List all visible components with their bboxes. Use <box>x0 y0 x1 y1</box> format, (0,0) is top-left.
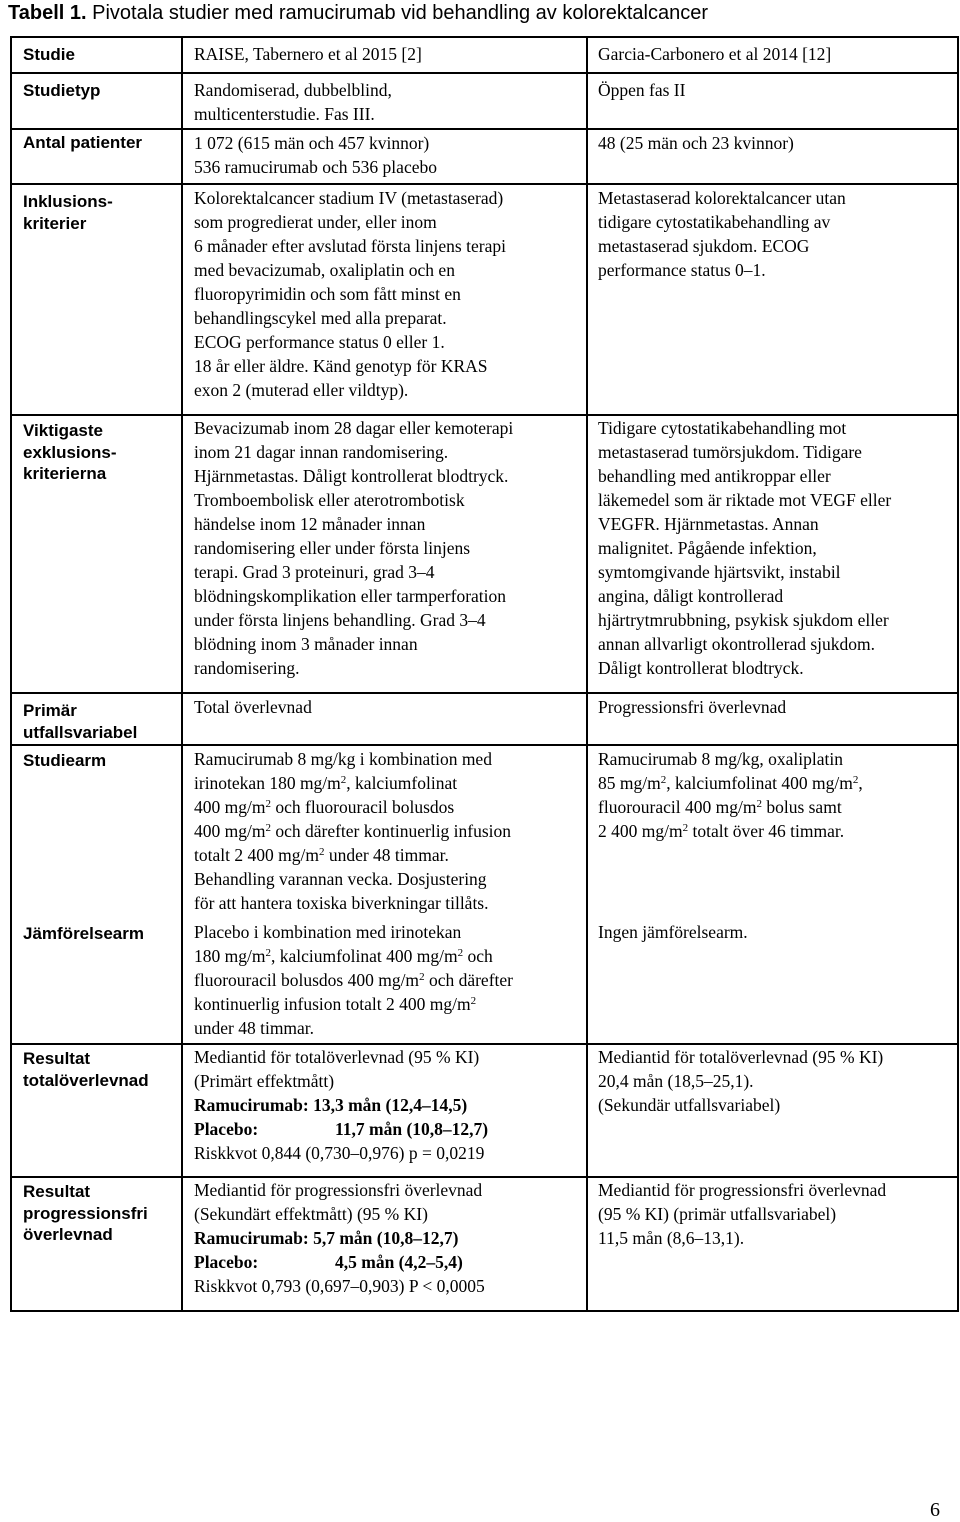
cell-line: Progressionsfri överlevnad <box>598 697 787 717</box>
cell-line <box>598 771 953 795</box>
superscript: 2 <box>457 947 464 959</box>
cell-line: exon 2 (muterad eller vildtyp). <box>194 380 409 400</box>
text-run: , kalciumfolinat <box>346 773 458 793</box>
cell-line: Studie <box>23 45 75 64</box>
text-run: Behandling varannan vecka. Dosjustering <box>194 869 487 889</box>
superscript: 2 <box>265 798 271 810</box>
text-run: 85 mg/m <box>598 773 661 793</box>
cell-line: inom 21 dagar innan randomisering. <box>194 442 449 462</box>
cell-line: (Sekundär utfallsvariabel) <box>598 1095 781 1115</box>
text-run: 4,5 mån (4,2–5,4) <box>335 1252 463 1272</box>
cell-raise <box>194 416 586 680</box>
cell-line: terapi. Grad 3 proteinuri, grad 3–4 <box>194 562 435 582</box>
text-run: totalt över 46 timmar. <box>688 821 845 841</box>
cell-line: Garcia-Carbonero et al 2014 [12] <box>598 44 832 64</box>
cell-line <box>598 819 953 843</box>
text-run: 180 mg/m <box>194 946 266 966</box>
cell-line: Resultat <box>23 1049 91 1068</box>
row-divider <box>12 183 957 185</box>
cell-garcia-carbonero <box>598 131 953 155</box>
cell-line: Bevacizumab inom 28 dagar eller kemoterapi <box>194 418 514 438</box>
text-run: , kalciumfolinat 400 mg/m <box>270 946 458 966</box>
superscript: 2 <box>419 971 425 983</box>
cell-line <box>194 968 586 992</box>
cell-line: 1 072 (615 män och 457 kvinnor) <box>194 133 430 153</box>
cell-line: tidigare cytostatikabehandling av <box>598 212 831 232</box>
cell-line: 6 månader efter avslutad första linjens terapi <box>194 236 506 256</box>
cell-line <box>194 867 586 891</box>
cell-line <box>194 891 586 915</box>
cell-line: fluoropyrimidin och som fått minst en <box>194 284 461 304</box>
superscript: 2 <box>852 774 859 786</box>
text-run: bolus samt <box>761 797 842 817</box>
cell-line <box>194 795 586 819</box>
cell-line: kriterier <box>23 213 87 233</box>
cell-line: behandling med antikroppar eller <box>598 466 831 486</box>
cell-line: Tidigare cytostatikabehandling mot <box>598 418 847 438</box>
cell-raise <box>194 131 586 179</box>
cell-line: med bevacizumab, oxaliplatin och en <box>194 260 455 280</box>
cell-garcia-carbonero <box>598 747 953 843</box>
cell-line <box>194 1141 586 1165</box>
text-run: Ramucirumab 8 mg/kg i kombination med <box>194 749 492 769</box>
cell-line <box>194 1226 586 1250</box>
cell-line: Dåligt kontrollerat blodtryck. <box>598 658 804 678</box>
cell-garcia-carbonero <box>598 695 953 719</box>
cell-raise <box>194 1178 586 1298</box>
cell-line <box>194 1069 586 1093</box>
cell-line: Primär <box>23 701 77 720</box>
study-table <box>10 36 959 1312</box>
cell-line: exklusions- <box>23 442 117 462</box>
text-run: Ramucirumab: 5,7 mån (10,8–12,7) <box>194 1228 459 1248</box>
text-run: och därefter kontinuerlig infusion <box>270 821 512 841</box>
text-run: 2 400 mg/m <box>598 821 683 841</box>
cell-line <box>194 1274 586 1298</box>
table-title-text: Pivotala studier med ramucirumab vid behandling av kolorektalcancer <box>92 2 708 24</box>
text-run: Mediantid för totalöverlevnad (95 % KI) <box>194 1047 480 1067</box>
text-run: 400 mg/m <box>194 821 266 841</box>
cell-line <box>194 1178 586 1202</box>
superscript: 2 <box>265 822 271 834</box>
row-label <box>23 700 183 743</box>
cell-line: RAISE, Tabernero et al 2015 [2] <box>194 44 422 64</box>
cell-line: (95 % KI) (primär utfallsvariabel) <box>598 1204 837 1224</box>
cell-line <box>194 747 586 771</box>
cell-line: Metastaserad kolorektalcancer utan <box>598 188 846 208</box>
cell-line: behandlingscykel med alla preparat. <box>194 308 447 328</box>
cell-line <box>194 1250 586 1274</box>
cell-line: Kolorektalcancer stadium IV (metastaserad) <box>194 188 504 208</box>
cell-line: angina, dåligt kontrollerad <box>598 586 784 606</box>
text-run: (Primärt effektmått) <box>194 1071 335 1091</box>
text-run: irinotekan 180 mg/m <box>194 773 341 793</box>
cell-line: som progredierat under, eller inom <box>194 212 437 232</box>
text-run: kontinuerlig infusion totalt 2 400 mg/m <box>194 994 471 1014</box>
cell-line <box>194 944 586 968</box>
cell-raise <box>194 920 586 1040</box>
cell-raise <box>194 186 586 402</box>
cell-raise <box>194 695 586 719</box>
row-label <box>23 1181 183 1246</box>
cell-line <box>194 1202 586 1226</box>
cell-line: 48 (25 män och 23 kvinnor) <box>598 133 794 153</box>
cell-line: 18 år eller äldre. Känd genotyp för KRAS <box>194 356 488 376</box>
cell-line: Studiearm <box>23 751 107 770</box>
cell-line: Mediantid för progressionsfri överlevnad <box>598 1180 887 1200</box>
cell-line: totalöverlevnad <box>23 1070 149 1090</box>
text-run: Ingen jämförelsearm. <box>598 922 748 942</box>
table-title-prefix: Tabell 1. <box>8 2 87 24</box>
row-label <box>23 750 183 772</box>
row-divider <box>12 128 957 130</box>
row-label <box>23 191 183 234</box>
text-run: fluorouracil bolusdos 400 mg/m <box>194 970 420 990</box>
cell-line: blödning inom 3 månader innan <box>194 634 418 654</box>
cell-line: ECOG performance status 0 eller 1. <box>194 332 445 352</box>
cell-line: Inklusions- <box>23 192 113 211</box>
text-run: totalt 2 400 mg/m <box>194 845 319 865</box>
superscript: 2 <box>265 947 271 959</box>
superscript: 2 <box>756 798 762 810</box>
cell-line: multicenterstudie. Fas III. <box>194 104 375 124</box>
text-run: , <box>858 773 863 793</box>
text-run: och <box>463 946 493 966</box>
cell-line: händelse inom 12 månader innan <box>194 514 426 534</box>
text-run: under 48 timmar. <box>324 845 449 865</box>
cell-garcia-carbonero <box>598 416 953 680</box>
cell-line: Randomiserad, dubbelblind, <box>194 80 392 100</box>
cell-line: Jämförelsearm <box>23 924 144 943</box>
cell-garcia-carbonero <box>598 920 953 944</box>
cell-raise <box>194 78 586 126</box>
cell-line: blödningskomplikation eller tarmperforation <box>194 586 507 606</box>
row-divider <box>12 72 957 74</box>
row-divider <box>12 744 957 746</box>
column-divider-2 <box>586 38 588 1310</box>
row-label <box>23 923 183 945</box>
cell-line: metastaserad sjukdom. ECOG <box>598 236 810 256</box>
cell-line: Total överlevnad <box>194 697 312 717</box>
text-run: Riskkvot 0,793 (0,697–0,903) P < 0,0005 <box>194 1276 485 1296</box>
cell-line: performance status 0–1. <box>598 260 766 280</box>
row-label <box>23 80 183 102</box>
cell-line <box>194 1093 586 1117</box>
text-run: fluorouracil 400 mg/m <box>598 797 757 817</box>
page-number: 6 <box>930 1499 940 1521</box>
cell-line: Hjärnmetastas. Dåligt kontrollerat blodtryck. <box>194 466 509 486</box>
cell-line <box>194 992 586 1016</box>
text-run: Ramucirumab: 13,3 mån (12,4–14,5) <box>194 1095 468 1115</box>
cell-line: symtomgivande hjärtsvikt, instabil <box>598 562 841 582</box>
cell-line <box>598 747 953 771</box>
text-run: Ramucirumab 8 mg/kg, oxaliplatin <box>598 749 843 769</box>
text-run: Placebo: <box>194 1119 259 1139</box>
cell-line: metastaserad tumörsjukdom. Tidigare <box>598 442 862 462</box>
text-run: (Sekundärt effektmått) (95 % KI) <box>194 1204 428 1224</box>
cell-line: Antal patienter <box>23 133 143 152</box>
cell-garcia-carbonero <box>598 1045 953 1117</box>
cell-line <box>598 920 953 944</box>
cell-garcia-carbonero <box>598 186 953 282</box>
cell-line: annan allvarligt okontrollerad sjukdom. <box>598 634 876 654</box>
cell-line: utfallsvariabel <box>23 722 138 742</box>
cell-line: läkemedel som är riktade mot VEGF eller <box>598 490 892 510</box>
cell-line: 20,4 mån (18,5–25,1). <box>598 1071 754 1091</box>
cell-line <box>194 771 586 795</box>
cell-line: randomisering. <box>194 658 300 678</box>
cell-line: 11,5 mån (8,6–13,1). <box>598 1228 745 1248</box>
text-run: , kalciumfolinat 400 mg/m <box>666 773 853 793</box>
cell-raise <box>194 747 586 915</box>
cell-line: överlevnad <box>23 1225 113 1244</box>
superscript: 2 <box>682 822 689 834</box>
superscript: 2 <box>660 774 667 786</box>
cell-line: progressionsfri <box>23 1203 148 1223</box>
row-label <box>23 420 183 485</box>
cell-line <box>194 1117 586 1141</box>
table-title <box>8 1 708 25</box>
text-run: Placebo i kombination med irinotekan <box>194 922 462 942</box>
superscript: 2 <box>470 995 477 1007</box>
row-label <box>23 44 183 66</box>
row-divider <box>12 692 957 694</box>
cell-line: Studietyp <box>23 81 101 100</box>
superscript: 2 <box>340 774 347 786</box>
row-label <box>23 132 183 154</box>
cell-line: hjärtrytmrubbning, psykisk sjukdom eller <box>598 610 889 630</box>
cell-line: VEGFR. Hjärnmetastas. Annan <box>598 514 819 534</box>
text-run: för att hantera toxiska biverkningar tillåts. <box>194 893 489 913</box>
cell-line: Resultat <box>23 1182 91 1201</box>
cell-line: Tromboembolisk eller aterotrombotisk <box>194 490 465 510</box>
cell-line: Öppen fas II <box>598 80 686 100</box>
cell-raise <box>194 42 586 66</box>
text-run: Mediantid för progressionsfri överlevnad <box>194 1180 483 1200</box>
cell-garcia-carbonero <box>598 78 953 102</box>
cell-line: randomisering eller under första linjens <box>194 538 471 558</box>
text-run: 400 mg/m <box>194 797 266 817</box>
text-run: under 48 timmar. <box>194 1018 315 1038</box>
cell-line: kriterierna <box>23 464 107 483</box>
cell-raise <box>194 1045 586 1165</box>
text-run: Riskkvot 0,844 (0,730–0,976) p = 0,0219 <box>194 1143 485 1163</box>
cell-line: 536 ramucirumab och 536 placebo <box>194 157 437 177</box>
row-label <box>23 1048 183 1091</box>
cell-line <box>194 843 586 867</box>
cell-line <box>598 795 953 819</box>
cell-line: Mediantid för totalöverlevnad (95 % KI) <box>598 1047 884 1067</box>
cell-garcia-carbonero <box>598 42 953 66</box>
cell-line <box>194 819 586 843</box>
text-run: och fluorouracil bolusdos <box>270 797 455 817</box>
cell-line: Viktigaste <box>23 421 104 440</box>
cell-garcia-carbonero <box>598 1178 953 1250</box>
text-run: 11,7 mån (10,8–12,7) <box>335 1119 489 1139</box>
cell-line: malignitet. Pågående infektion, <box>598 538 817 558</box>
text-run: Placebo: <box>194 1252 259 1272</box>
cell-line <box>194 1016 586 1040</box>
cell-line: under första linjens behandling. Grad 3–4 <box>194 610 486 630</box>
text-run: och därefter <box>424 970 513 990</box>
superscript: 2 <box>318 846 325 858</box>
cell-line <box>194 1045 586 1069</box>
cell-line <box>194 920 586 944</box>
